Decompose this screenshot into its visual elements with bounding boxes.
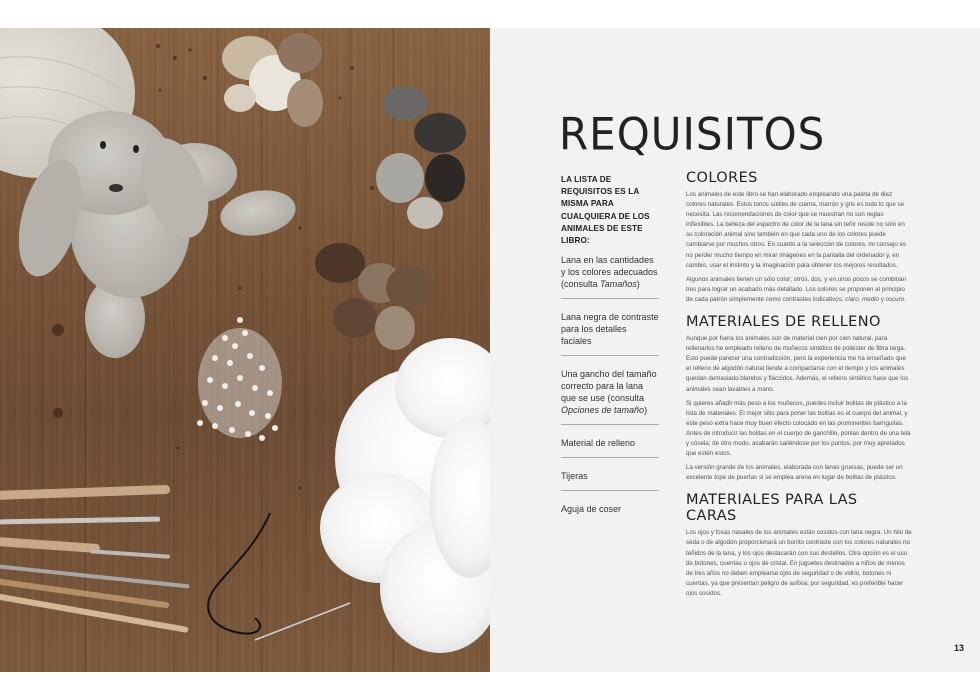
paragraph: Si quieres añadir más peso a los muñecos, puedes incluir bolitas de plástico a la lista de materiales. El mejor sitio para poner las bolitas es el cuerpo del animal, y este peso extra hace muy buen efecto colocado en las prominentes barriguitas. Antes de introducir las bolitas en el cuerpo de ganchillo, ponlas dentro de una tela y cósela; de otro modo, acabarán saliéndose por los puntos, por muy apretados que estén estos.	[686, 399, 911, 458]
section-heading-relleno: MATERIALES DE RELLENO	[686, 314, 881, 331]
requirement-item: Tijeras	[561, 471, 588, 481]
craft-photo-illustration	[0, 28, 490, 672]
black-thread	[208, 513, 270, 634]
divider	[561, 355, 659, 356]
page-top-margin	[0, 0, 980, 28]
wool-bundles-brown	[315, 243, 434, 350]
requirement-item: Una gancho del tamaño correcto para la lana que se use (consulta Opciones de tamaño)	[561, 369, 657, 415]
main-column	[686, 170, 912, 603]
requirement-item: Aguja de coser	[561, 504, 622, 514]
requirement-item: Material de relleno	[561, 438, 636, 448]
paragraph: Algunos animales tienen un sólo color; otros, dos, y en unos pocos se combinan tres para lograr un acabado más detallado. Los colores se proponen al principio de cada patrón simplemente como contrastes indicativos: claro, medio y oscuro.	[686, 275, 907, 303]
page-number: 13	[954, 643, 965, 653]
requirements-intro-block	[561, 174, 661, 247]
plastic-pellets	[197, 317, 282, 441]
paragraph: Los ojos y fosas nasales de los animales están cosidos con lana negra. Un hilo de seda o de algodón proporcionará un bonito contraste con los colores naturales no teñidos de la lana, y los ojos destacarán con sus destellos. Otra opción es el uso de botones, cuentas u ojos de cristal. En juguetes destinados a niños de menos de tres años no deben emplearse ojos de seguridad o de vidrio, botones ni cuentas, ya que presentan peligro de asfixia; por seguridad, es preferible hacer ojos cosidos.	[686, 529, 912, 597]
paragraph: Los animales de este libro se han elaborado empleando una paleta de diez colores naturales. Estos tonos sutiles de crema, marrón y gris es todo lo que se necesita. Las recomendaciones de color que se muestran no son reglas inflexibles. La belleza del espectro de color de la lana sin teñir reside no sólo en su coloración animal sino también en que cada uno de los colores puede cambiarse por muchos otros. En cuanto a la selección de colores, mi consejo es no perder mucho tiempo en mirar imágenes en la pantalla del ordenador y, en cambio, usar el instinto y la imaginación para obtener los mejores resultados.	[686, 191, 907, 269]
paragraph: La versión grande de los animales, elaborada con lanas gruesas, puede ser un excelente tope de puertas si se emplea arena en lugar de bolitas de plástico.	[686, 464, 903, 482]
requirement-item: Lana negra de contraste para los detalles faciales	[561, 312, 659, 346]
wool-bundles-cream	[222, 33, 323, 127]
wool-bundles-grey	[376, 86, 466, 229]
page-title: REQUISITOS	[559, 108, 826, 161]
divider	[561, 490, 659, 491]
section-heading-colores: COLORES	[686, 170, 758, 186]
crochet-bunny	[7, 111, 299, 358]
section-heading-caras: MATERIALES PARA LAS CARAS	[686, 492, 858, 525]
craft-photo	[0, 28, 490, 672]
requirement-item: Lana en las cantidades y los colores adecuados (consulta Tamaños)	[561, 255, 658, 289]
requirements-list	[561, 254, 659, 523]
crochet-hooks	[0, 485, 190, 633]
paragraph: Aunque por fuera los animales son de material cien por cien natural, para rellenarlos he empleado relleno de muñecos sintético de poliéster de fibra larga. Esto puede parecer una contradicción, pero la experiencia me ha enseñado que el relleno de algodón natural tiende a compactarse con el tiempo y los animales quedan demasiado blandos y fláccidos. Además, el relleno sintético hace que los animales sean lavables a mano.	[686, 335, 909, 393]
divider	[561, 424, 659, 425]
requirements-intro: LA LISTA DE REQUISITOS ES LA MISMA PARA CUALQUIERA DE LOS ANIMALES DE ESTE LIBRO:	[561, 175, 650, 246]
divider	[561, 298, 659, 299]
stuffing-cloud	[320, 338, 490, 653]
sewing-needle	[255, 603, 350, 640]
divider	[561, 457, 659, 458]
page-bottom-margin	[0, 672, 980, 700]
